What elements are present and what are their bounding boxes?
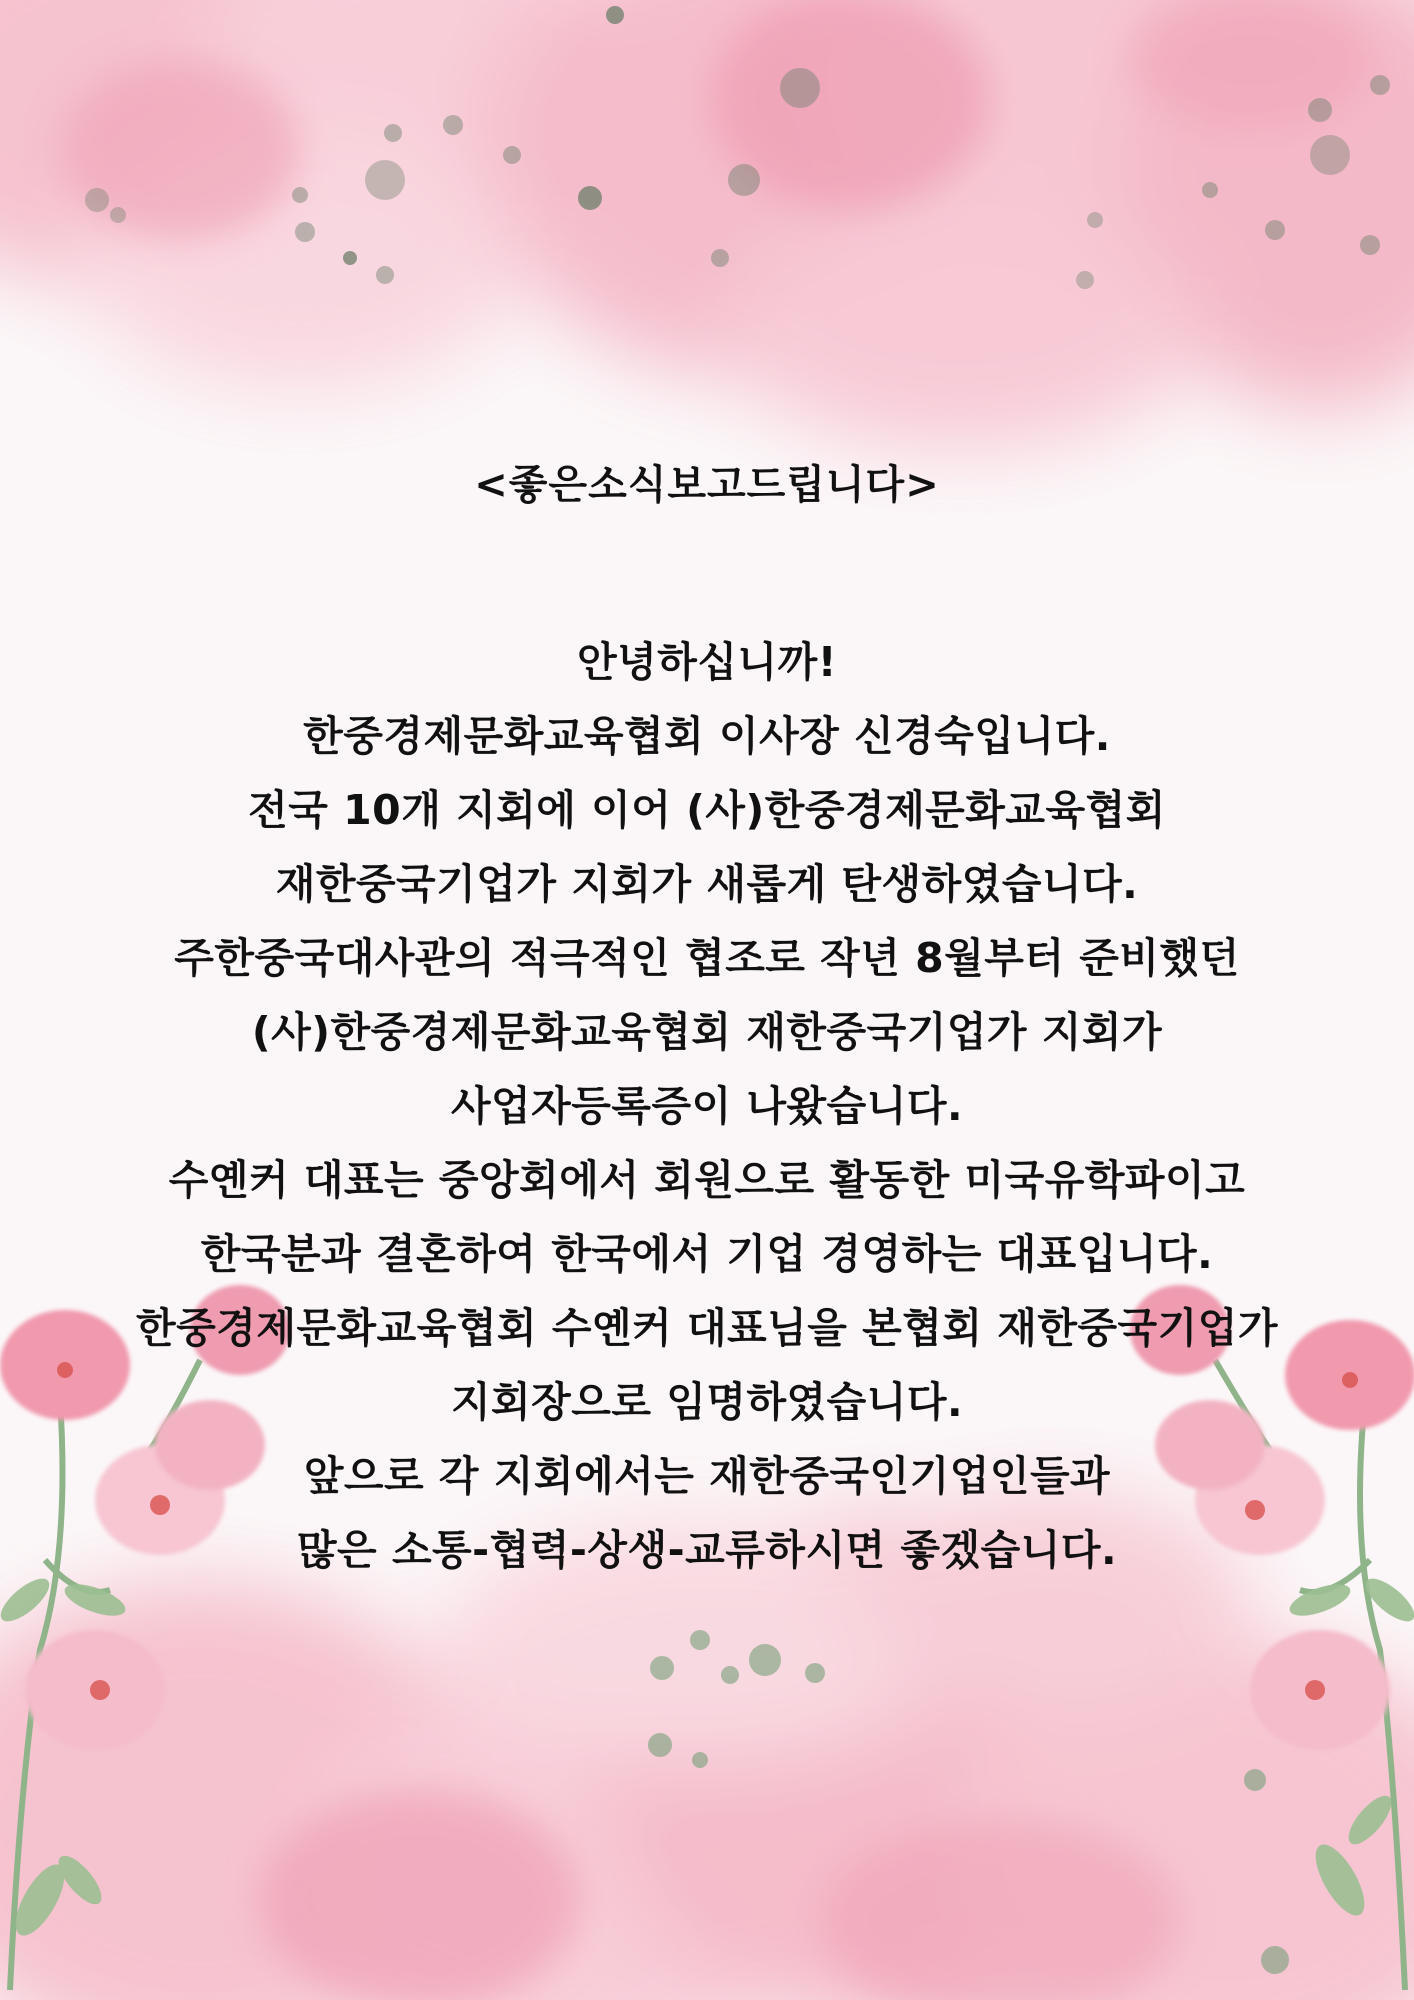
letter-line: 한국분과 결혼하여 한국에서 기업 경영하는 대표입니다. <box>200 1230 1214 1278</box>
letter-line: 한중경제문화교육협회 수옌커 대표님을 본협회 재한중국기업가 <box>136 1304 1278 1352</box>
letter-line: 전국 10개 지회에 이어 (사)한중경제문화교육협회 <box>248 786 1166 834</box>
letter-line: 한중경제문화교육협회 이사장 신경숙입니다. <box>303 712 1111 760</box>
letter-line: 앞으로 각 지회에서는 재한중국인기업인들과 <box>303 1452 1111 1500</box>
greeting-line: 안녕하십니까! <box>577 638 837 686</box>
letter-line: 수옌커 대표는 중앙회에서 회원으로 활동한 미국유학파이고 <box>168 1156 1246 1204</box>
letter-body <box>0 455 1414 1587</box>
title-spacer <box>0 515 1414 625</box>
letter-line: 사업자등록증이 나왔습니다. <box>450 1082 964 1130</box>
letter-line: 주한중국대사관의 적극적인 협조로 작년 8월부터 준비했던 <box>174 934 1240 982</box>
letter-line: 재한중국기업가 지회가 새롭게 탄생하였습니다. <box>275 860 1139 908</box>
letter-line: 지회장으로 임명하였습니다. <box>450 1378 964 1426</box>
letter-line: (사)한중경제문화교육협회 재한중국기업가 지회가 <box>251 1008 1163 1056</box>
letter-title: <좋은소식보고드립니다> <box>474 462 940 508</box>
letter-line: 많은 소통-협력-상생-교류하시면 좋겠습니다. <box>296 1526 1118 1574</box>
